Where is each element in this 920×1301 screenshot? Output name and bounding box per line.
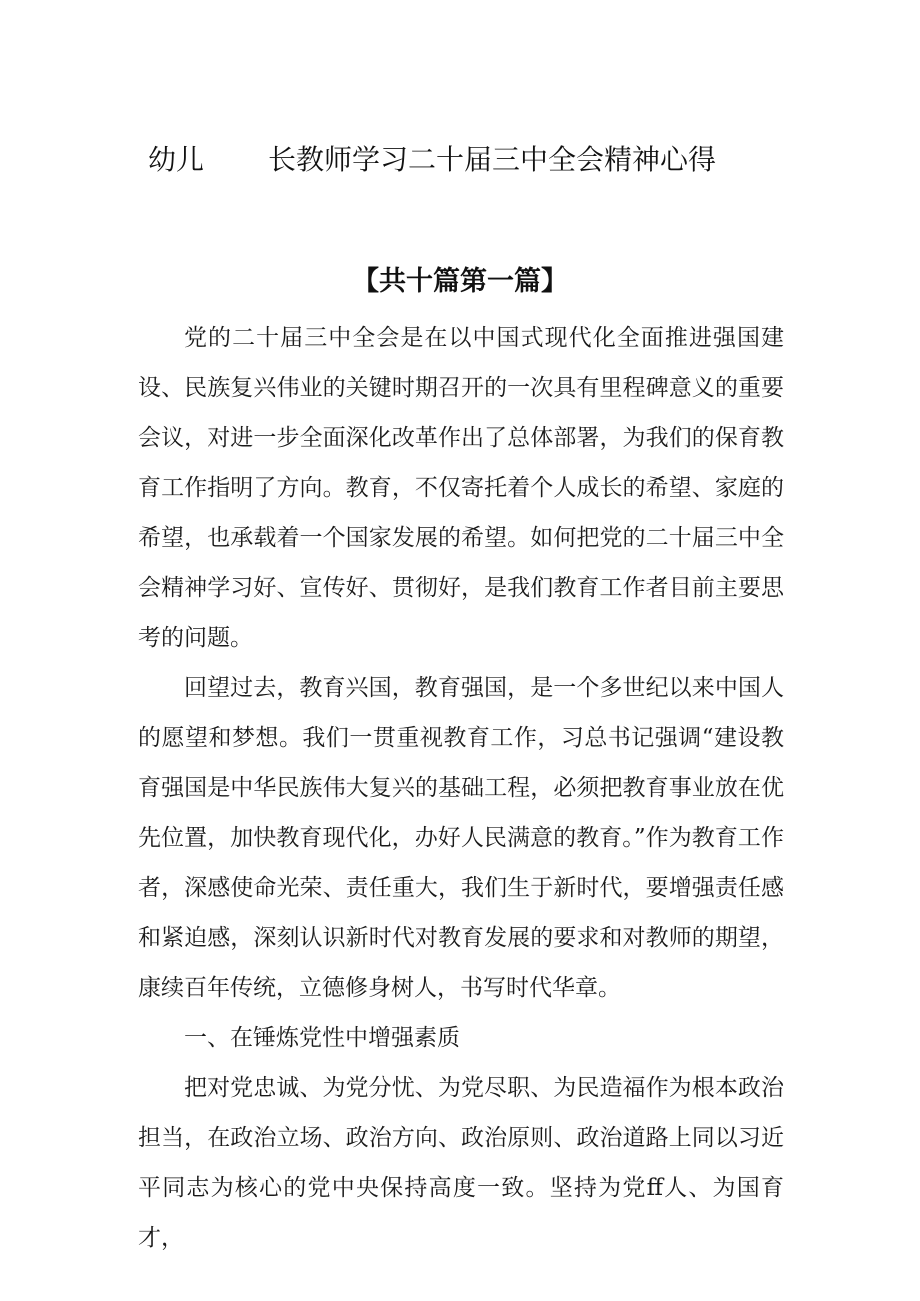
paragraph-1: 党的二十届三中全会是在以中国式现代化全面推进强国建设、民族复兴伟业的关键时期召开的一次具有里程碑意义的重要会议，对进一步全面深化改革作出了总体部署，为我们的保育教育工作指明了方向。教育，不仅寄托着个人成长的希望、家庭的希望，也承载着一个国家发展的希望。如何把党的二十届三中全会精神学习好、宣传好、贯彻好，是我们教育工作者目前主要思考的问题。 bbox=[138, 325, 784, 651]
title-part-1: 幼儿 bbox=[148, 143, 205, 176]
section-heading-1: 一、在锤炼党性中增强素质 bbox=[184, 1025, 460, 1051]
body-text bbox=[138, 313, 784, 1263]
paragraph-2: 回望过去，教育兴国，教育强国，是一个多世纪以来中国人的愿望和梦想。我们一贯重视教育工作，习总书记强调“建设教育强国是中华民族伟大复兴的基础工程，必须把教育事业放在优先位置，加快教育现代化，办好人民满意的教育。”作为教育工作者，深感使命光荣、责任重大，我们生于新时代，要增强责任感和紧迫感，深刻认识新时代对教育发展的要求和对教师的期望，康续百年传统，立德修身树人，书写时代华章。 bbox=[138, 675, 784, 1001]
document-title bbox=[148, 140, 716, 180]
section-subtitle: 【共十篇第一篇】 bbox=[352, 266, 568, 297]
paragraph-3: 把对党忠诚、为党分忧、为党尽职、为民造福作为根本政治担当，在政治立场、政治方向、政治原则、政治道路上同以习近平同志为核心的党中央保持高度一致。坚持为党ff人、为国育才， bbox=[138, 1075, 784, 1251]
title-part-2: 长教师学习二十届三中全会精神心得 bbox=[268, 143, 717, 176]
